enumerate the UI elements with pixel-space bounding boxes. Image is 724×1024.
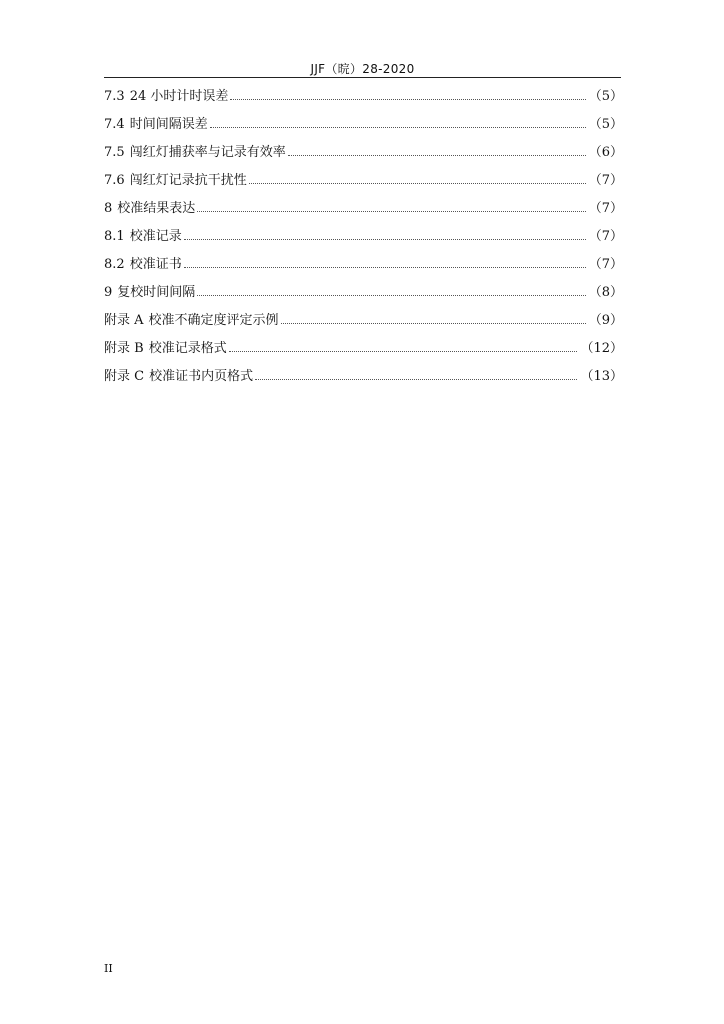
- table-of-contents: [104, 87, 623, 395]
- toc-entry-page: （7）: [588, 257, 623, 272]
- toc-entry-number: 8: [104, 201, 113, 216]
- toc-entry-title: 校准记录格式: [148, 341, 227, 356]
- toc-entry-title: 校准结果表达: [117, 201, 196, 216]
- toc-entry-number: 附录 A: [104, 313, 144, 328]
- dot-leader: [229, 350, 578, 352]
- dot-leader: [197, 210, 585, 212]
- toc-entry[interactable]: [104, 227, 623, 255]
- toc-entry-number: 7.3: [104, 89, 125, 104]
- toc-entry-title: 校准证书: [129, 257, 182, 272]
- toc-entry[interactable]: [104, 255, 623, 283]
- toc-entry[interactable]: [104, 339, 623, 367]
- toc-entry[interactable]: [104, 199, 623, 227]
- toc-entry-title: 校准证书内页格式: [149, 369, 254, 384]
- toc-entry-title: 校准不确定度评定示例: [148, 313, 279, 328]
- toc-entry-number: 8.2: [104, 257, 125, 272]
- toc-entry-number: 7.5: [104, 145, 125, 160]
- document-code: JJF（晥）28-2020: [310, 62, 415, 76]
- page-header: [104, 58, 621, 78]
- toc-entry-page: （7）: [588, 229, 623, 244]
- toc-entry-page: （6）: [588, 145, 623, 160]
- toc-entry-number: 7.6: [104, 173, 125, 188]
- dot-leader: [197, 294, 585, 296]
- dot-leader: [184, 266, 586, 268]
- toc-entry-number: 9: [104, 285, 113, 300]
- toc-entry-title: 闯红灯捕获率与记录有效率: [129, 145, 286, 160]
- toc-entry-title: 24 小时计时误差: [129, 89, 229, 104]
- toc-entry-page: （7）: [588, 201, 623, 216]
- toc-entry-page: （7）: [588, 173, 623, 188]
- toc-entry[interactable]: [104, 115, 623, 143]
- toc-entry-page: （12）: [580, 341, 623, 356]
- toc-entry[interactable]: [104, 283, 623, 311]
- dot-leader: [281, 322, 586, 324]
- toc-entry[interactable]: [104, 143, 623, 171]
- toc-entry-number: 8.1: [104, 229, 125, 244]
- toc-entry-title: 复校时间间隔: [117, 285, 196, 300]
- dot-leader: [255, 378, 577, 380]
- toc-entry-page: （13）: [580, 369, 623, 384]
- toc-entry-number: 附录 C: [104, 369, 145, 384]
- toc-entry-number: 附录 B: [104, 341, 144, 356]
- toc-entry-page: （8）: [588, 285, 623, 300]
- toc-entry[interactable]: [104, 311, 623, 339]
- toc-entry-title: 校准记录: [129, 229, 182, 244]
- page-number: II: [104, 962, 113, 975]
- toc-entry-number: 7.4: [104, 117, 125, 132]
- toc-entry-title: 闯红灯记录抗干扰性: [129, 173, 247, 188]
- toc-entry[interactable]: [104, 367, 623, 395]
- toc-entry[interactable]: [104, 87, 623, 115]
- toc-entry-page: （5）: [588, 89, 623, 104]
- dot-leader: [230, 98, 585, 100]
- toc-entry-page: （5）: [588, 117, 623, 132]
- dot-leader: [184, 238, 586, 240]
- toc-entry-page: （9）: [588, 313, 623, 328]
- dot-leader: [288, 154, 586, 156]
- toc-entry-title: 时间间隔误差: [129, 117, 208, 132]
- toc-entry[interactable]: [104, 171, 623, 199]
- dot-leader: [210, 126, 586, 128]
- dot-leader: [249, 182, 586, 184]
